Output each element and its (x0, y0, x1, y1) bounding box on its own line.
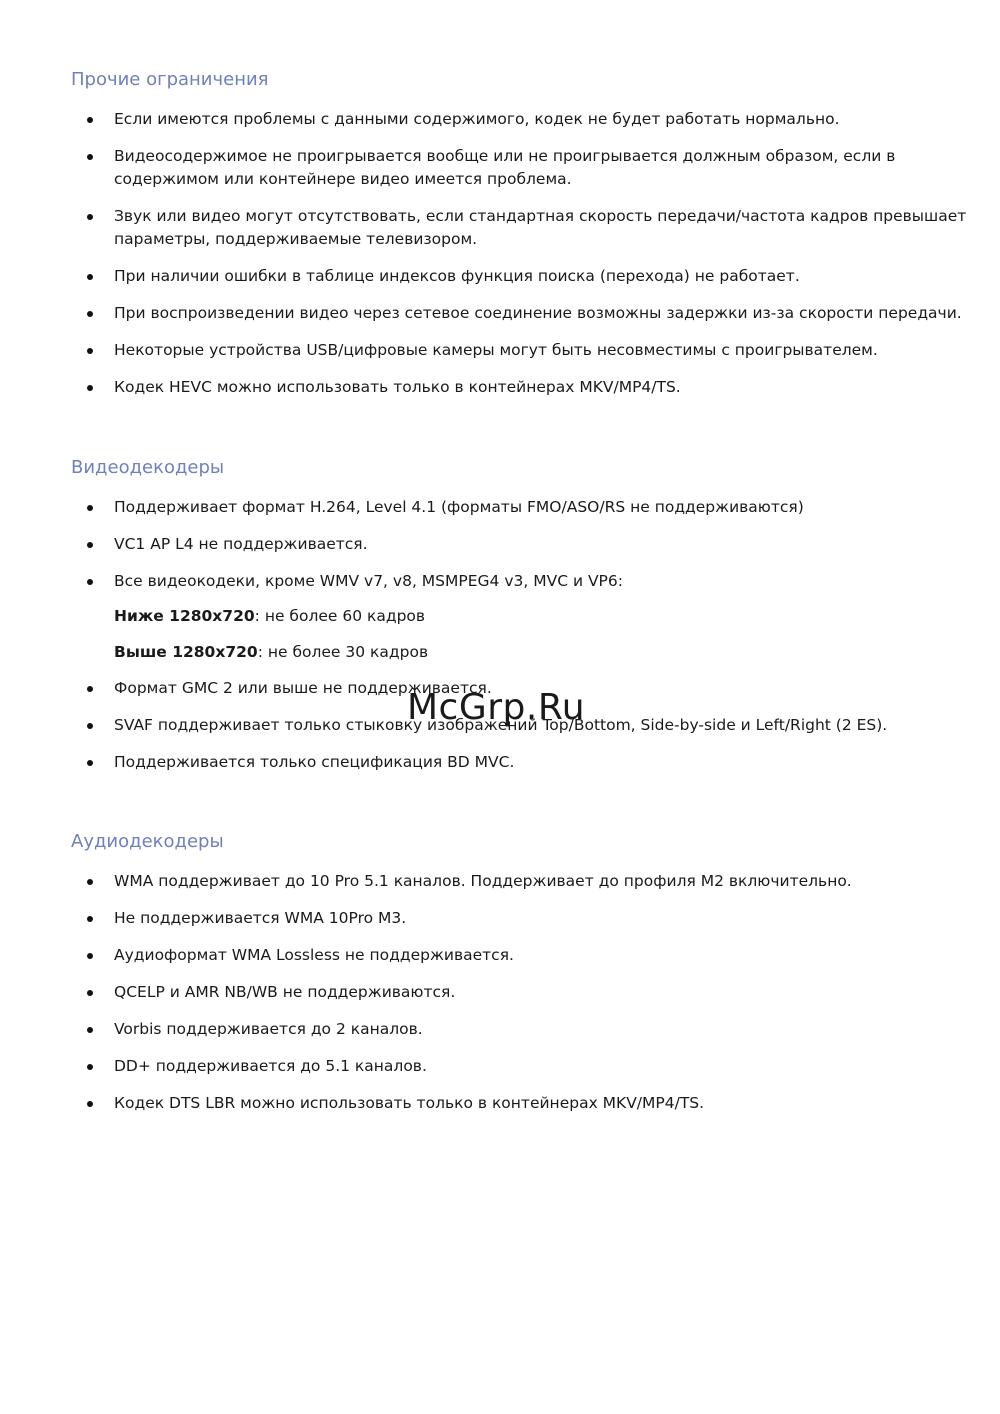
list-item: QCELP и AMR NB/WB не поддерживаются. (71, 981, 951, 1004)
list-item: Не поддерживается WMA 10Pro M3. (71, 907, 951, 930)
bullet-icon (87, 385, 93, 391)
list-item: VC1 AP L4 не поддерживается. (71, 533, 951, 556)
bullet-icon (87, 1101, 93, 1107)
list-item: При воспроизведении видео через сетевое соединение возможны задержки из-за скорости передачи. (71, 302, 951, 325)
bullet-icon (87, 1027, 93, 1033)
bullet-icon (87, 214, 93, 220)
section-other-limitations (71, 67, 967, 413)
bullet-icon (87, 505, 93, 511)
list-item: DD+ поддерживается до 5.1 каналов. (71, 1055, 951, 1078)
bullet-icon (87, 990, 93, 996)
list-item: Поддерживается только спецификация BD MVC. (71, 751, 951, 774)
list-item: Все видеокодеки, кроме WMV v7, v8, MSMPEG4 v3, MVC и VP6: (71, 570, 951, 593)
bullet-icon (87, 154, 93, 160)
list-item: WMA поддерживает до 10 Pro 5.1 каналов. Поддерживает до профиля M2 включительно. (71, 870, 951, 893)
bullet-icon (87, 723, 93, 729)
list-item: SVAF поддерживает только стыковку изображений Top/Bottom, Side-by-side и Left/Right (2 ES). (71, 714, 951, 737)
section-audio-decoders (71, 829, 951, 1129)
list-item: Vorbis поддерживается до 2 каналов. (71, 1018, 951, 1041)
list-item: Поддерживает формат H.264, Level 4.1 (форматы FMO/ASO/RS не поддерживаются) (71, 496, 951, 519)
bullet-icon (87, 274, 93, 280)
framerate-note-below: Ниже 1280x720: не более 60 кадров (114, 607, 426, 625)
bullet-icon (87, 117, 93, 123)
section-title: Аудиодекодеры (71, 831, 224, 852)
list-item: При наличии ошибки в таблице индексов функция поиска (перехода) не работает. (71, 265, 951, 288)
bullet-icon (87, 579, 93, 585)
list-item: Аудиоформат WMA Lossless не поддерживается. (71, 944, 951, 967)
list-item: Некоторые устройства USB/цифровые камеры могут быть несовместимы с проигрывателем. (71, 339, 951, 362)
list-item: Если имеются проблемы с данными содержимого, кодек не будет работать нормально. (71, 108, 951, 131)
bullet-icon (87, 879, 93, 885)
bullet-icon (87, 542, 93, 548)
list-item: Звук или видео могут отсутствовать, если стандартная скорость передачи/частота кадров превышает параметры, поддерживаемые телевизором. (71, 205, 951, 251)
bullet-icon (87, 686, 93, 692)
bullet-icon (87, 953, 93, 959)
section-title: Прочие ограничения (71, 69, 269, 90)
bullet-icon (87, 348, 93, 354)
bullet-list (71, 870, 951, 1115)
list-item: Кодек DTS LBR можно использовать только в контейнерах MKV/MP4/TS. (71, 1092, 951, 1115)
section-title: Видеодекодеры (71, 457, 225, 478)
list-item: Формат GMC 2 или выше не поддерживается. (71, 677, 951, 700)
framerate-note-above: Выше 1280x720: не более 30 кадров (114, 643, 429, 661)
bullet-list (71, 108, 967, 399)
bullet-icon (87, 760, 93, 766)
bullet-icon (87, 916, 93, 922)
bullet-list (71, 496, 951, 593)
bullet-icon (87, 311, 93, 317)
section-video-decoders (71, 455, 951, 788)
bullet-icon (87, 1064, 93, 1070)
watermark: McGrp.Ru (407, 687, 586, 728)
list-item: Кодек HEVC можно использовать только в контейнерах MKV/MP4/TS. (71, 376, 951, 399)
list-item: Видеосодержимое не проигрывается вообще или не проигрывается должным образом, если в содержимом или контейнере видео имеется проблема. (71, 145, 951, 191)
